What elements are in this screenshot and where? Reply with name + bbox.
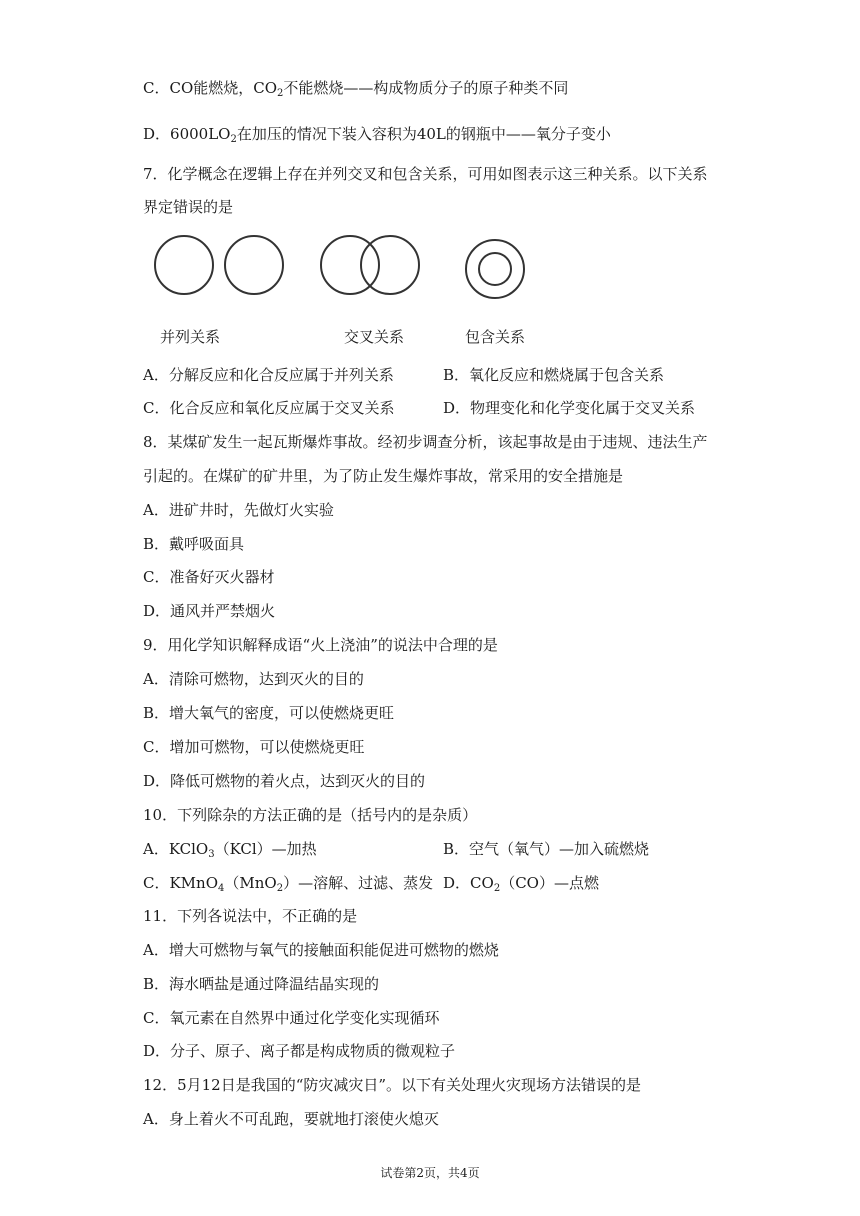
q9-option-d: D．降低可燃物的着火点，达到灭火的目的: [143, 772, 426, 790]
parallel-circle-left: [155, 236, 213, 294]
q7-option-d: D．物理变化和化学变化属于交叉关系: [443, 399, 696, 417]
q12-option-a: A．身上着火不可乱跑，要就地打滚使火熄灭: [143, 1110, 439, 1128]
contain-circle-outer: [466, 240, 524, 298]
q6-option-d: D．$6000LO_2$在加压的情况下装入容积为40L的钢瓶中——氧分子变小: [143, 125, 611, 145]
label-contain: 包含关系: [465, 328, 526, 346]
q11-stem: 11．下列各说法中，不正确的是: [143, 907, 358, 925]
q11-option-b: B．海水晒盐是通过降温结晶实现的: [143, 975, 380, 993]
q8-option-c: C．准备好灭火器材: [143, 568, 275, 586]
q7-option-c: C．化合反应和氧化反应属于交叉关系: [143, 399, 395, 417]
q10-option-a: A．KClO$_3$（KCl）—加热: [143, 840, 317, 860]
q9-option-c: C．增加可燃物，可以使燃烧更旺: [143, 738, 365, 756]
q7-stem-line2: 界定错误的是: [143, 198, 234, 216]
q10-stem: 10．下列除杂的方法正确的是（括号内的是杂质）: [143, 806, 478, 824]
q6-option-c: C．CO能燃烧，$CO_2$不能燃烧——构成物质分子的原子种类不同: [143, 79, 569, 99]
q7-option-a: A．分解反应和化合反应属于并列关系: [143, 366, 394, 384]
label-parallel: 并列关系: [160, 328, 221, 346]
page-footer: 试卷第2页，共4页: [380, 1166, 480, 1180]
q8-stem-line2: 引起的。在煤矿的矿井里，为了防止发生爆炸事故，常采用的安全措施是: [143, 467, 624, 485]
q12-stem: 12．5月12日是我国的“防灾减灾日”。以下有关处理火灾现场方法错误的是: [143, 1076, 642, 1094]
label-cross: 交叉关系: [344, 328, 405, 346]
q11-option-d: D．分子、原子、离子都是构成物质的微观粒子: [143, 1042, 456, 1060]
q8-option-b: B．戴呼吸面具: [143, 535, 245, 553]
q8-option-d: D．通风并严禁烟火: [143, 602, 276, 620]
q9-option-b: B．增大氧气的密度，可以使燃烧更旺: [143, 704, 395, 722]
q11-option-a: A．增大可燃物与氧气的接触面积能促进可燃物的燃烧: [143, 941, 499, 959]
q7-stem-line1: 7．化学概念在逻辑上存在并列交叉和包含关系，可用如图表示这三种关系。以下关系: [143, 165, 708, 183]
q8-stem-line1: 8．某煤矿发生一起瓦斯爆炸事故。经初步调查分析，该起事故是由于违规、违法生产: [143, 433, 708, 451]
q9-option-a: A．清除可燃物，达到灭火的目的: [143, 670, 364, 688]
q11-option-c: C．氧元素在自然界中通过化学变化实现循环: [143, 1009, 440, 1027]
parallel-circle-right: [225, 236, 283, 294]
q7-option-b: B．氧化反应和燃烧属于包含关系: [443, 366, 665, 384]
q8-option-a: A．进矿井时，先做灯火实验: [143, 501, 334, 519]
q10-option-d: D．$CO_2(CO)—$点燃: [443, 874, 599, 894]
q10-option-b: B．空气（氧气）—加入硫燃烧: [443, 840, 650, 858]
q9-stem: 9．用化学知识解释成语“火上浇油”的说法中合理的是: [143, 636, 498, 654]
q10-option-c: C．KMnO$_4$（MnO$_2$）—溶解、过滤、蒸发: [143, 874, 434, 894]
cross-circle-right: [361, 236, 419, 294]
contain-circle-inner: [479, 253, 511, 285]
